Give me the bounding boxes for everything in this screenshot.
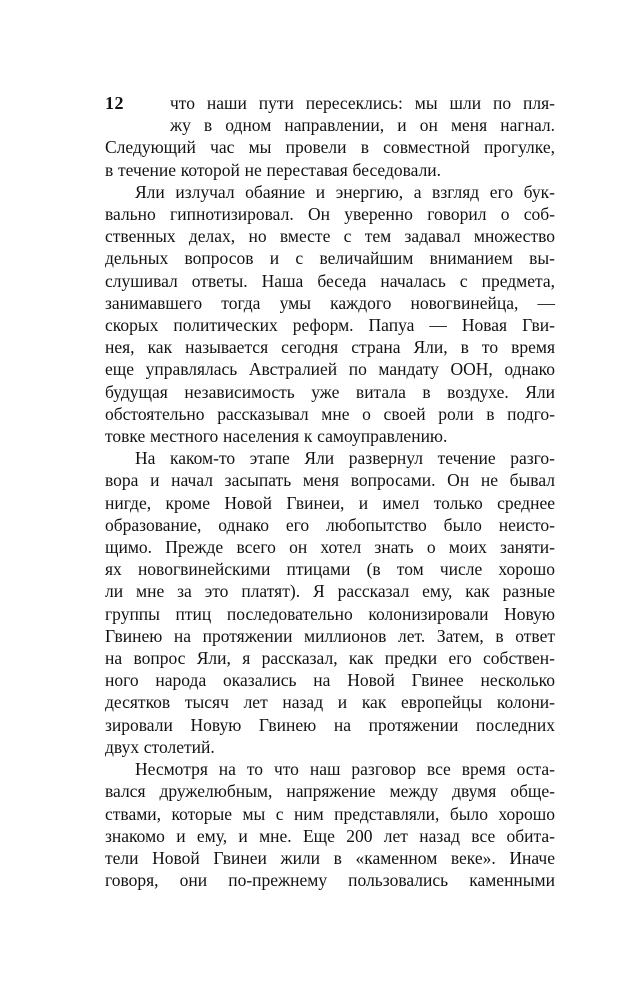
text-line: вально гипнотизировал. Он уверенно говорил о соб- [105, 204, 555, 225]
text-line: занимавшего тогда умы каждого новогвинейца, — [105, 292, 555, 313]
text-line: ли мне за это платят). Я рассказал ему, как разные [105, 581, 555, 602]
text-line: ственных делах, но вместе с тем задавал множество [105, 226, 555, 247]
text-line: Несмотря на то что наш разговор все время оста- [135, 759, 555, 780]
text-line: товке местного населения к самоуправлению. [105, 426, 448, 447]
text-line: будущая независимость уже витала в воздухе. Яли [105, 381, 555, 402]
text-line: тели Новой Гвинеи жили в «каменном веке». Иначе [105, 847, 555, 868]
text-line: Яли излучал обаяние и энергию, а взгляд его бук- [135, 181, 555, 202]
text-line: Следующий час мы провели в совместной прогулке, [105, 137, 555, 158]
page-number: 12 [105, 93, 124, 113]
text-block [105, 92, 555, 891]
text-line: двух столетий. [105, 736, 215, 757]
text-line: нея, как называется сегодня страна Яли, в то время [105, 337, 555, 358]
text-line: говоря, они по-прежнему пользовались каменными [105, 870, 555, 891]
text-line: жу в одном направлении, и он меня нагнал. [170, 115, 555, 136]
text-line: зировали Новую Гвинею на протяжении последних [105, 714, 555, 735]
text-line: еще управлялась Австралией по мандату ООН, однако [105, 359, 555, 380]
text-line: нигде, кроме Новой Гвинеи, и имел только среднее [105, 492, 555, 513]
text-line: обстоятельно рассказывал мне о своей роли в подго- [105, 403, 555, 424]
text-line: ствами, которые мы с ним представляли, было хорошо [105, 803, 555, 824]
text-line: Гвинею на протяжении миллионов лет. Затем, в ответ [105, 625, 555, 646]
text-line: на вопрос Яли, я рассказал, как предки его собствен- [105, 648, 555, 669]
text-line: ях новогвинейскими птицами (в том числе хорошо [105, 559, 555, 580]
text-line: щимо. Прежде всего он хотел знать о моих заняти- [105, 537, 555, 558]
text-line: что наши пути пересеклись: мы шли по пля- [170, 93, 555, 113]
text-line: слушивал ответы. Наша беседа началась с предмета, [105, 270, 555, 291]
text-line: скорых политических реформ. Папуа — Новая Гви- [105, 315, 555, 336]
text-line: На каком-то этапе Яли развернул течение разго- [135, 448, 555, 469]
text-line: образование, однако его любопытство было неисто- [105, 514, 555, 535]
text-line: в течение которой не переставая беседовали. [105, 159, 442, 180]
text-line: дельных вопросов и с величайшим вниманием вы- [105, 248, 555, 269]
text-line: знакомо и ему, и мне. Еще 200 лет назад все обита- [105, 825, 555, 846]
text-line: вора и начал засыпать меня вопросами. Он не бывал [105, 470, 555, 491]
text-line: ного народа оказались на Новой Гвинее несколько [105, 670, 555, 691]
text-line: вался дружелюбным, напряжение между двумя обще- [105, 781, 555, 802]
text-line: группы птиц последовательно колонизировали Новую [105, 603, 555, 624]
text-line: десятков тысяч лет назад и как европейцы колони- [105, 692, 555, 713]
